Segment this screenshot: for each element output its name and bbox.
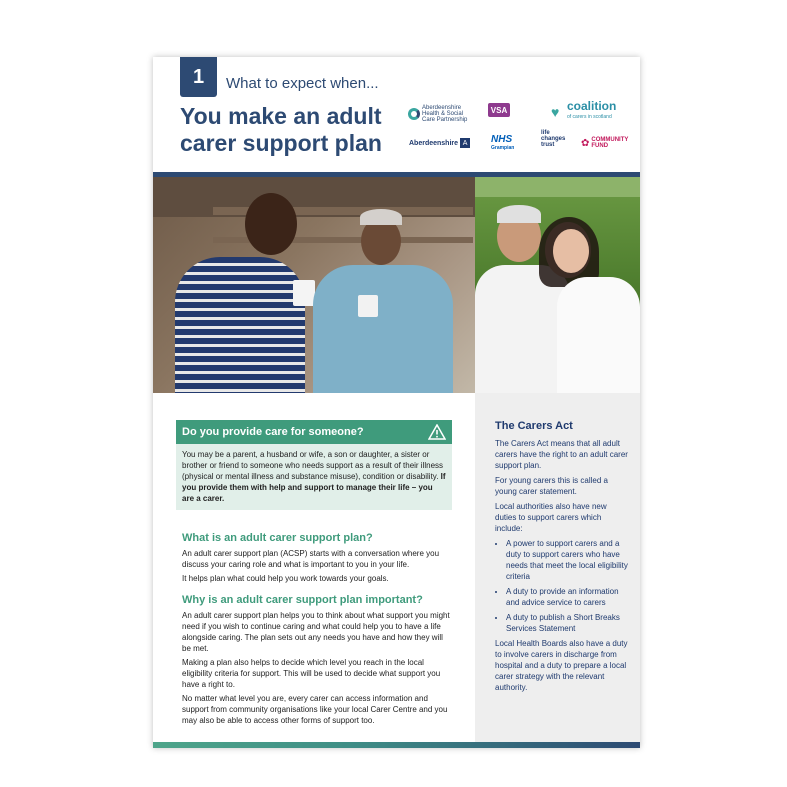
sidebar-title: The Carers Act — [495, 420, 573, 432]
callout-heading: Do you provide care for someone? — [182, 426, 364, 438]
section-heading-what-is: What is an adult carer support plan? — [182, 532, 373, 544]
callout-body — [176, 444, 452, 510]
photo-father-and-daughter — [475, 177, 640, 393]
community-fund-logo: ✿ COMMUNITY FUND — [581, 137, 629, 149]
ahscp-logo: Aberdeenshire Health & Social Care Partnership — [408, 105, 474, 123]
series-subtitle: What to expect when... — [226, 75, 379, 92]
aberdeenshire-a-icon: A — [460, 138, 470, 148]
page-title: You make an adult carer support plan — [180, 103, 382, 156]
sidebar-paragraph: The Carers Act means that all adult carers have the right to an adult carer support plan. — [495, 439, 628, 470]
paragraph: It helps plan what could help you work towards your goals. — [182, 574, 389, 583]
callout-header — [176, 420, 452, 444]
warning-icon — [428, 424, 446, 440]
list-item: • A duty to publish a Short Breaks Services Statement — [506, 612, 630, 634]
paragraph: An adult carer support plan (ACSP) starts with a conversation where you discuss your caring role and what is important to you in your life. — [182, 549, 440, 569]
photo-two-men-with-mugs — [153, 177, 475, 393]
section-number-badge: 1 — [180, 57, 217, 97]
leaflet-page — [153, 57, 640, 748]
community-fund-icon: ✿ — [581, 137, 590, 149]
paragraph: No matter what level you are, every carer can access information and support from community organisations like your local Carer Centre and you may also be able to access other forms of support too. — [182, 694, 448, 725]
sidebar-paragraph: Local authorities also have new duties to support carers which include: — [495, 502, 607, 533]
aberdeenshire-logo: Aberdeenshire A — [409, 138, 470, 148]
nhs-logo: NHS Grampian — [491, 134, 515, 151]
list-item: • A power to support carers and a duty to support carers who have needs that meet the local eligibility criteria — [506, 538, 630, 582]
callout-text: You may be a parent, a husband or wife, a son or daughter, a sister or brother or friend to someone who needs support as a result of their illness (physical or mental illness and substance misuse), condition or disability. — [182, 450, 444, 481]
section-heading-why-important: Why is an adult carer support plan important? — [182, 594, 423, 606]
callout-bold-text: If you provide them with help and support to manage their life – you are a carer. — [182, 472, 446, 503]
heart-icon: ♥ — [551, 104, 560, 120]
duties-list — [495, 538, 630, 634]
footer-bar — [153, 742, 640, 748]
list-item: • A duty to provide an information and advice service to carers — [506, 586, 630, 608]
callout-box — [176, 420, 452, 510]
main-content — [176, 420, 452, 729]
paragraph: An adult carer support plan helps you to think about what support you might need if you wish to continue caring and what could help you to have a life alongside caring. The plan sets out any needs you have and how they will be met. — [182, 611, 450, 653]
carers-act-sidebar — [475, 393, 640, 742]
sidebar-paragraph: For young carers this is called a young carer statement. — [495, 476, 608, 496]
ahscp-ring-icon — [408, 108, 420, 120]
paragraph: Making a plan also helps to decide which level you reach in the local eligibility criteria for support. This will be used to decide what support you have a right to. — [182, 658, 441, 689]
vsa-logo: VSA — [488, 103, 510, 117]
sidebar-paragraph: Local Health Boards also have a duty to involve carers in discharge from hospital and a duty to prepare a local carer strategy with the relevant authority. — [495, 639, 628, 692]
life-changes-logo: life changes trust — [541, 130, 566, 148]
partner-logos — [406, 99, 638, 159]
coalition-logo: ♥ coalition of carers in scotland — [551, 99, 617, 120]
